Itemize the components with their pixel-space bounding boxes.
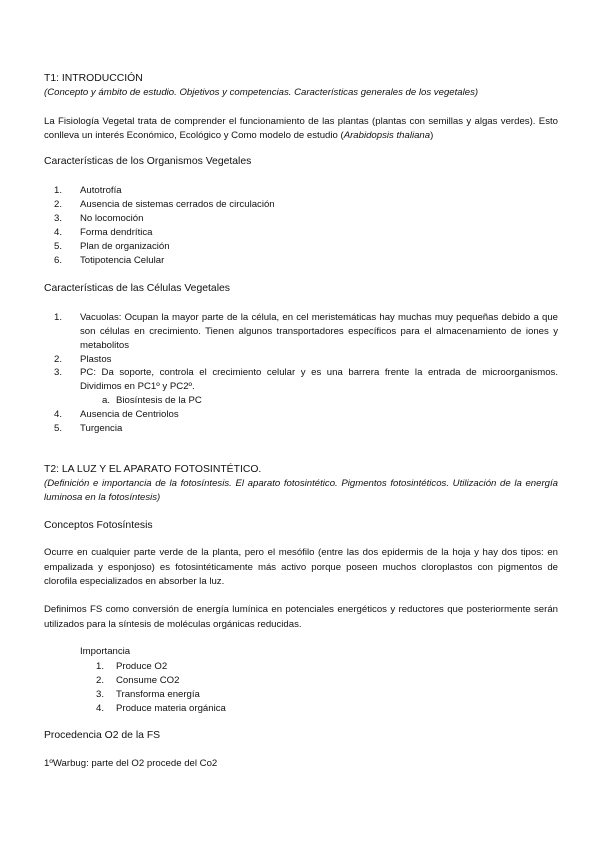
origin-heading: Procedencia O2 de la FS bbox=[44, 730, 161, 741]
list-number: 2. bbox=[53, 199, 62, 210]
list-text: Turgencia bbox=[80, 423, 123, 434]
intro-text: La Fisiología Vegetal trata de comprender el funcionamiento de las plantas (plantas con semillas y algas verdes). Esto conlleva un interés Económico, Ecológico y Como modelo de estudio ( bbox=[44, 116, 558, 141]
org-heading: Características de los Organismos Vegetales bbox=[44, 156, 252, 167]
list-text: Ausencia de Centriolos bbox=[80, 409, 179, 420]
list-number: 5. bbox=[53, 241, 62, 252]
list-text: Vacuolas: Ocupan la mayor parte de la célula, en cel meristemáticas hay muchas muy pequeñas debido a que son células en crecimiento. Tienen algunos transportadores específicos para el almacenamiento de iones y metabolitos bbox=[80, 312, 558, 351]
cell-heading: Características de las Células Vegetales bbox=[44, 283, 230, 294]
t1-intro-paragraph bbox=[44, 115, 558, 142]
concepts-paragraph-1: Ocurre en cualquier parte verde de la planta, pero el mesófilo (entre las dos epidermis de la hoja y hay dos tipos: en empalizada y esponjoso) es fotosintéticamente más activo porque poseen muchos cloroplastos con pigmentos de clorofila especializados en absorber la luz. bbox=[44, 547, 558, 587]
list-text: PC: Da soporte, controla el crecimiento celular y es una barrera frente la entrada de microorganismos. Dividimos en PC1º y PC2º. bbox=[80, 367, 558, 392]
t2-subtitle: (Definición e importancia de la fotosíntesis. El aparato fotosintético. Pigmentos fotosintéticos. Utilización de la energía luminosa en la fotosíntesis) bbox=[44, 478, 558, 503]
intro-close: ) bbox=[430, 129, 434, 141]
list-text: Ausencia de sistemas cerrados de circulación bbox=[80, 199, 275, 210]
list-text: Plan de organización bbox=[80, 241, 170, 252]
intro-species: Arabidopsis thaliana bbox=[343, 129, 431, 141]
importance-heading: Importancia bbox=[80, 646, 131, 657]
list-number: a. bbox=[101, 395, 110, 406]
list-text: Forma dendrítica bbox=[80, 227, 153, 238]
list-text: Transforma energía bbox=[116, 689, 200, 700]
list-text: Consume CO2 bbox=[116, 675, 180, 686]
concepts-heading: Conceptos Fotosíntesis bbox=[44, 520, 153, 531]
list-number: 4. bbox=[95, 703, 104, 714]
t1-title: T1: INTRODUCCIÓN bbox=[44, 73, 143, 84]
list-number: 2. bbox=[53, 354, 62, 365]
list-text: Biosíntesis de la PC bbox=[116, 395, 202, 406]
list-text: Autotrofía bbox=[80, 185, 122, 196]
list-number: 2. bbox=[95, 675, 104, 686]
warburg-note: 1ºWarbug: parte del O2 procede del Co2 bbox=[44, 758, 218, 769]
list-number: 6. bbox=[53, 255, 62, 266]
list-text: No locomoción bbox=[80, 213, 144, 224]
list-text: Produce O2 bbox=[116, 661, 168, 672]
list-number: 1. bbox=[53, 185, 62, 196]
list-number: 3. bbox=[95, 689, 104, 700]
list-number: 1. bbox=[53, 312, 62, 323]
list-number: 1. bbox=[95, 661, 104, 672]
list-number: 4. bbox=[53, 409, 62, 420]
list-text: Totipotencia Celular bbox=[80, 255, 165, 266]
t2-title: T2: LA LUZ Y EL APARATO FOTOSINTÉTICO. bbox=[44, 464, 262, 475]
t1-subtitle: (Concepto y ámbito de estudio. Objetivos y competencias. Características generales de los vegetales) bbox=[44, 87, 479, 98]
list-number: 3. bbox=[53, 367, 62, 378]
list-text: Produce materia orgánica bbox=[116, 703, 226, 714]
list-text: Plastos bbox=[80, 354, 112, 365]
list-number: 3. bbox=[53, 213, 62, 224]
list-number: 5. bbox=[53, 423, 62, 434]
list-number: 4. bbox=[53, 227, 62, 238]
concepts-paragraph-2: Definimos FS como conversión de energía lumínica en potenciales energéticos y reductores que posteriormente serán utilizados para la síntesis de moléculas orgánicas reducidas. bbox=[44, 604, 558, 630]
